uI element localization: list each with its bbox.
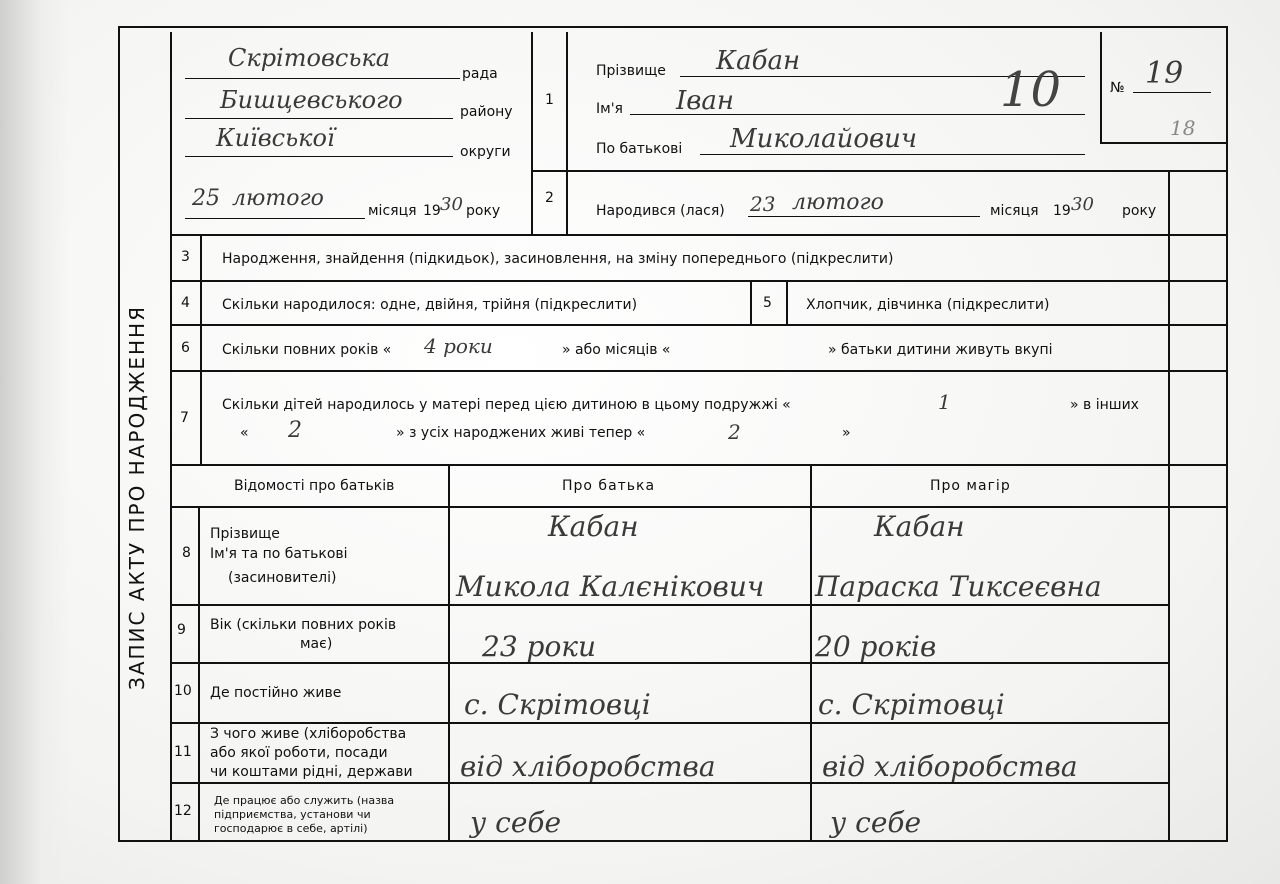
rada-underline xyxy=(185,78,460,79)
row8-label-2: Ім'я та по батькові xyxy=(210,546,348,562)
line-table-header xyxy=(170,506,1226,508)
patronymic-underline xyxy=(700,154,1085,155)
row-num-4: 4 xyxy=(181,295,190,311)
line-top-rows xyxy=(170,234,1226,236)
row7-text-d: » з усіх народжених живі тепер « xyxy=(396,425,646,441)
born-month: лютого xyxy=(792,190,884,215)
row9-label-1: Вік (скільки повних років xyxy=(210,617,397,633)
row-num-2: 2 xyxy=(545,190,554,206)
col-header-father: Про батька xyxy=(562,478,656,494)
record-box-bottom xyxy=(1100,142,1226,144)
row-num-5: 5 xyxy=(763,295,772,311)
right-inner-line xyxy=(1168,170,1170,842)
table-num-col xyxy=(198,506,200,842)
row7-value-alive: 2 xyxy=(728,420,741,444)
row-num-10: 10 xyxy=(174,683,192,699)
row6-value-years: 4 роки xyxy=(424,334,493,358)
line-row1-bottom xyxy=(531,170,1226,172)
record-box-left xyxy=(1100,32,1102,142)
row9-label-2: має) xyxy=(300,636,333,652)
mother-living: від хліборобства xyxy=(822,750,1078,783)
row-num-8: 8 xyxy=(182,545,191,561)
child-name-value: Іван xyxy=(676,86,735,116)
line-row7 xyxy=(170,464,1226,466)
row-num-1: 1 xyxy=(545,92,554,108)
num-col-line-2 xyxy=(566,32,568,234)
left-column-line xyxy=(170,32,172,842)
line-row6 xyxy=(170,370,1226,372)
table-col-mother xyxy=(810,464,812,842)
col-header-mother: Про магір xyxy=(930,478,1011,494)
table-line-9 xyxy=(170,662,1168,664)
reg-year-label: року xyxy=(466,203,501,219)
record-number-value: 19 xyxy=(1145,56,1184,91)
born-label: Народився (лася) xyxy=(596,203,725,219)
row-num-7: 7 xyxy=(180,410,189,426)
row11-label-2: або якої роботи, посади xyxy=(210,745,388,761)
raion-underline xyxy=(185,118,453,119)
born-day: 23 xyxy=(750,192,776,216)
raion-label: району xyxy=(460,104,513,120)
row6-text-a: Скільки повних років « xyxy=(222,342,392,358)
mother-work: у себе xyxy=(830,806,922,839)
row11-label-1: З чого живе (хліборобства xyxy=(210,726,407,742)
father-name: Микола Калєнікович xyxy=(456,570,765,603)
num-col-line-1 xyxy=(531,32,533,234)
father-residence: с. Скрітовці xyxy=(464,688,651,721)
father-surname: Кабан xyxy=(548,510,639,543)
row7-text-a: Скільки дітей народилось у матері перед цією дитиною в цьому подружжі « xyxy=(222,397,791,413)
father-work: у себе xyxy=(470,806,562,839)
reg-date-underline xyxy=(185,218,365,219)
record-number-overwrite: 18 xyxy=(1170,116,1196,140)
reg-month-label: місяця xyxy=(368,203,417,219)
rada-value: Скрітовська xyxy=(228,44,391,72)
paper-left-edge xyxy=(0,0,70,884)
mother-age: 20 років xyxy=(815,630,937,663)
row5-text: Хлопчик, дівчинка (підкреслити) xyxy=(806,297,1050,313)
rows-num-line xyxy=(200,234,202,464)
col-header-info: Відомості про батьків xyxy=(234,478,395,494)
row5-sep-1 xyxy=(750,280,752,324)
okruha-label: округи xyxy=(460,144,511,160)
reg-year-prefix: 19 xyxy=(423,203,441,219)
raion-value: Бишцевського xyxy=(220,86,403,114)
row4-text: Скільки народилося: одне, двійня, трійня (підкреслити) xyxy=(222,297,638,313)
child-surname-label: Прізвище xyxy=(596,63,666,79)
row8-label-3: (засиновителі) xyxy=(228,570,337,586)
row7-text-b: » в інших xyxy=(1070,397,1139,413)
row7-value-before: 1 xyxy=(938,390,951,414)
okruha-underline xyxy=(185,156,453,157)
line-row3 xyxy=(170,280,1226,282)
row-num-9: 9 xyxy=(177,622,186,638)
row7-value-other: 2 xyxy=(288,418,302,443)
row6-text-c: » батьки дитини живуть вкупі xyxy=(828,342,1053,358)
child-surname-value: Кабан xyxy=(716,46,801,76)
mother-name: Параска Тиксеєвна xyxy=(815,570,1102,603)
child-patronymic-value: Миколайович xyxy=(730,124,918,154)
born-underline xyxy=(748,216,980,217)
line-row4 xyxy=(170,324,1226,326)
born-month-label: місяця xyxy=(990,203,1039,219)
row8-label-1: Прізвище xyxy=(210,526,280,542)
table-col-father xyxy=(448,464,450,842)
rada-label: рада xyxy=(462,66,498,82)
row7-text-e: » xyxy=(842,425,851,441)
record-number-label: № xyxy=(1110,80,1125,96)
row6-text-b: » або місяців « xyxy=(562,342,671,358)
okruha-value: Київської xyxy=(216,124,335,152)
row11-label-3: чи коштами рідні, держави xyxy=(210,764,413,780)
row-num-12: 12 xyxy=(174,803,192,819)
big-record-mark: 10 xyxy=(1000,62,1062,118)
mother-surname: Кабан xyxy=(874,510,965,543)
born-year-prefix: 19 xyxy=(1053,203,1071,219)
row3-text: Народження, знайдення (підкидьок), засиновлення, на зміну попереднього (підкреслити) xyxy=(222,251,894,267)
side-title: ЗАПИС АКТУ ПРО НАРОДЖЕННЯ xyxy=(125,305,149,690)
reg-month: лютого xyxy=(232,186,324,211)
record-underline xyxy=(1133,92,1211,93)
mother-residence: с. Скрітовці xyxy=(818,688,1005,721)
child-patronymic-label: По батькові xyxy=(596,141,683,157)
row-num-11: 11 xyxy=(174,744,192,760)
born-year-label: року xyxy=(1122,203,1157,219)
row-num-6: 6 xyxy=(181,340,190,356)
table-line-10 xyxy=(170,722,1168,724)
row12-label-3: господарює в себе, артілі) xyxy=(214,822,368,835)
table-line-8 xyxy=(170,604,1168,606)
father-living: від хліборобства xyxy=(460,750,716,783)
row5-sep-2 xyxy=(786,280,788,324)
reg-year-suffix: 30 xyxy=(440,194,463,215)
reg-day: 25 xyxy=(192,186,220,211)
row10-label: Де постійно живе xyxy=(210,685,342,701)
row12-label-2: підприємства, установи чи xyxy=(214,808,371,821)
born-year-suffix: 30 xyxy=(1071,194,1094,215)
row7-text-c: « xyxy=(240,425,249,441)
father-age: 23 роки xyxy=(482,630,597,663)
child-name-label: Ім'я xyxy=(596,101,623,117)
row12-label-1: Де працює або служить (назва xyxy=(214,794,395,807)
row-num-3: 3 xyxy=(181,249,190,265)
